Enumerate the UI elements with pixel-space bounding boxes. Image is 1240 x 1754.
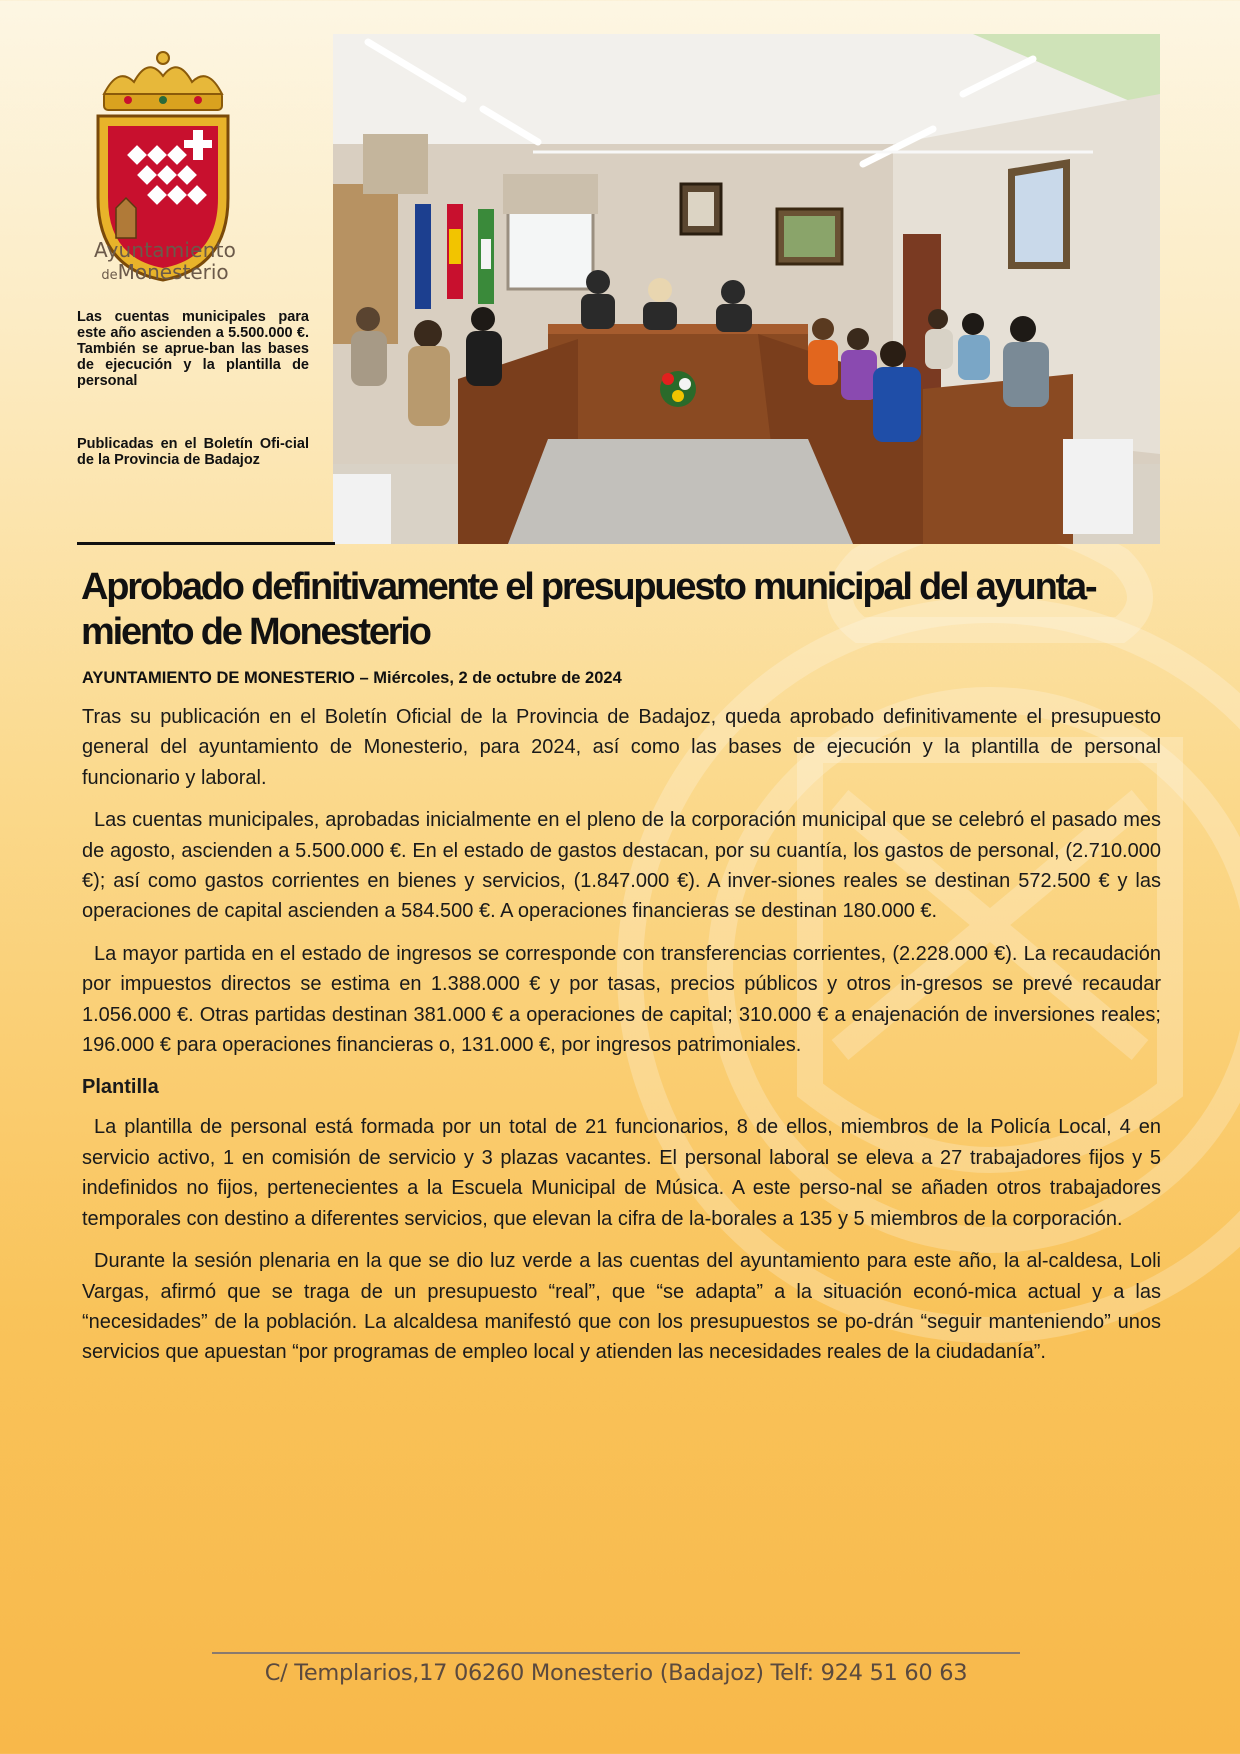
article-paragraph: La mayor partida en el estado de ingresos se corresponde con transferencias corrientes, (2.228.000 €). La recaudación por impuestos directos se estima en 1.388.000 € y por tasas, precios públicos y otros in-gresos se prevé recaudar 1.056.000 €. Otras partidas destinan 381.000 € a operaciones de capital; 310.000 € a enajenación de inversiones reales; 196.000 € para operaciones financieras o, 131.000 €, por ingresos patrimoniales. [82, 942, 1161, 1057]
byline-source: AYUNTAMIENTO DE MONESTERIO [82, 669, 355, 687]
council-meeting-photo [333, 34, 1160, 544]
footer-address: C/ Templarios,17 06260 Monesterio (Badajoz) Telf: 924 51 60 63 [264, 1660, 968, 1686]
logo-name-prefix: de [101, 268, 118, 283]
logo-name-line-1: Ayuntamiento [93, 238, 237, 262]
sidebar-note-publication: Publicadas en el Boletín Ofi-cial de la Provincia de Badajoz [77, 436, 309, 468]
article-paragraph: Tras su publicación en el Boletín Oficial de la Provincia de Badajoz, queda aprobado definitivamente el presupuesto general del ayuntamiento de Monesterio, para 2024, así como las bases de ejecución y la plantilla de personal funcionario y laboral. [82, 706, 1161, 789]
logo-name-line-2 [60, 260, 270, 284]
article-paragraph: Las cuentas municipales, aprobadas inicialmente en el pleno de la corporación municipal que se celebró el pasado mes de agosto, ascienden a 5.500.000 €. En el estado de gastos destacan, por su cuantía, los gastos de personal, (2.710.000 €); así como gastos corrientes en bienes y servicios, (1.847.000 €). A inver-siones reales se destinan 572.500 € y las operaciones de capital ascienden a 584.500 €. A operaciones financieras se destinan 180.000 €. [82, 809, 1161, 923]
logo-name-main: Monesterio [117, 260, 229, 284]
article-paragraph: Durante la sesión plenaria en la que se dio luz verde a las cuentas del ayuntamiento para este año, la al-caldesa, Loli Vargas, afirmó que se traga de un presupuesto “real”, que “se adapta” a la situación econó-mica actual y a las “necesidades” de la población. La alcaldesa manifestó que con los presupuestos se po-drán “seguir manteniendo” unos servicios que apuestan “por programas de empleo local y atienden las necesidades reales de la ciudadanía”. [82, 1250, 1161, 1364]
byline-date: – Miércoles, 2 de octubre de 2024 [354, 669, 622, 687]
article-paragraph: La plantilla de personal está formada por un total de 21 funcionarios, 8 de ellos, miembros de la Policía Local, 4 en servicio activo, 1 en comisión de servicio y 3 plazas vacantes. El personal laboral se eleva a 27 trabajadores fijos y 5 indefinidos no fijos, pertenecientes a la Escuela Municipal de Música. A este perso-nal se añaden otros trabajadores temporales con destino a diferentes servicios, que elevan la cifra de la-borales a 135 y 5 miembros de la corporación. [82, 1116, 1161, 1230]
crown-icon [104, 52, 222, 110]
article-subheading: Plantilla [82, 1076, 159, 1099]
article-body [82, 702, 1161, 1380]
section-divider [77, 542, 335, 545]
footer-divider [212, 1652, 1020, 1654]
sidebar-note-budget: Las cuentas municipales para este año ascienden a 5.500.000 €. También se aprue-ban las bases de ejecución y la plantilla de personal [77, 309, 309, 389]
article-headline: Aprobado definitivamente el presupuesto municipal del ayunta-miento de Monesterio [81, 566, 1096, 653]
article-byline [82, 669, 1162, 688]
